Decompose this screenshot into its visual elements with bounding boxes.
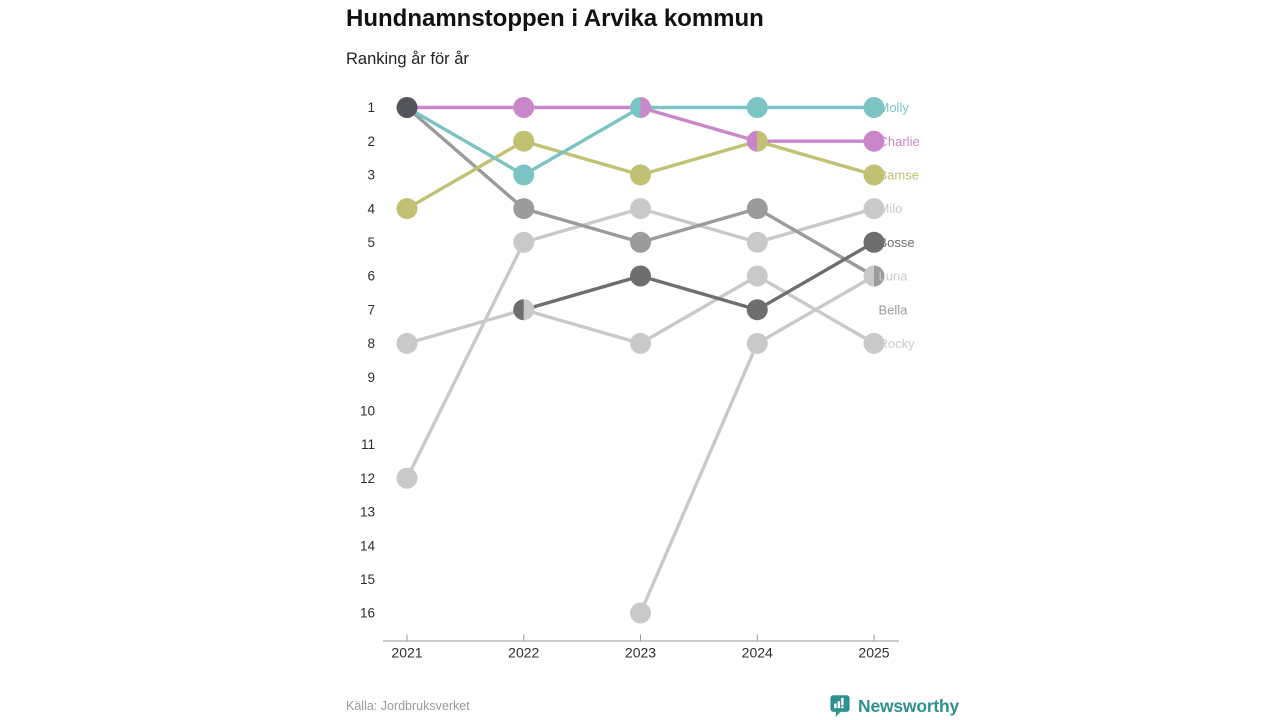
x-tick-label: 2021	[391, 644, 423, 661]
series-line-bosse	[524, 242, 874, 309]
series-label-luna: Luna	[878, 268, 908, 284]
y-tick-label: 4	[367, 201, 375, 217]
logo-exclamation-stem	[841, 698, 843, 706]
data-point-bella	[747, 198, 768, 219]
series-label-bella: Bella	[878, 302, 908, 318]
data-point-molly	[513, 164, 534, 185]
series-line-luna	[641, 276, 875, 613]
y-tick-label: 10	[359, 403, 375, 419]
data-point-milo	[630, 198, 651, 219]
y-tick-label: 7	[367, 302, 375, 318]
data-point-charlie	[513, 97, 534, 118]
y-tick-label: 15	[359, 572, 375, 588]
brand-footer	[829, 694, 959, 719]
series-label-milo: Milo	[878, 201, 903, 217]
data-point-half-luna	[864, 266, 875, 287]
y-tick-label: 2	[367, 133, 375, 149]
y-tick-label: 13	[359, 504, 375, 520]
data-point-half-bamse	[757, 131, 768, 152]
series-label-bosse: Bosse	[878, 234, 915, 250]
logo-exclamation-dot	[841, 706, 843, 708]
data-point-bella	[630, 232, 651, 253]
x-tick-label: 2024	[741, 644, 773, 661]
data-point-half-molly	[630, 97, 641, 118]
data-point-tied-group	[397, 97, 418, 118]
y-tick-label: 12	[359, 470, 375, 486]
data-point-bosse	[747, 299, 768, 320]
data-point-half-charlie	[747, 131, 758, 152]
series-label-charlie: Charlie	[878, 133, 920, 149]
data-point-milo	[513, 232, 534, 253]
chart-title: Hundnamnstoppen i Arvika kommun	[346, 5, 764, 32]
y-tick-label: 16	[359, 605, 375, 621]
data-point-bosse	[630, 266, 651, 287]
chart-subtitle: Ranking år för år	[346, 50, 469, 68]
data-point-milo	[397, 468, 418, 489]
y-tick-label: 14	[359, 538, 375, 554]
data-point-half-charlie	[641, 97, 652, 118]
series-label-rocky: Rocky	[878, 335, 915, 351]
newsworthy-logo-icon	[829, 694, 851, 719]
x-tick-label: 2025	[858, 644, 890, 661]
y-tick-label: 9	[367, 369, 375, 385]
logo-bar-2	[838, 701, 840, 708]
x-tick-label: 2023	[624, 644, 657, 661]
series-label-bamse: Bamse	[878, 167, 919, 183]
y-tick-label: 8	[367, 336, 375, 352]
source-note: Källa: Jordbruksverket	[346, 699, 470, 713]
logo-bar-1	[834, 704, 836, 709]
data-point-milo	[747, 232, 768, 253]
data-point-bella	[513, 198, 534, 219]
data-point-bamse	[630, 164, 651, 185]
y-tick-label: 3	[367, 167, 375, 183]
brand-name: Newsworthy	[858, 696, 960, 716]
data-point-rocky	[630, 333, 651, 354]
data-point-half-bosse	[513, 299, 524, 320]
y-tick-label: 5	[367, 235, 375, 251]
y-tick-label: 6	[367, 268, 375, 284]
series-label-molly: Molly	[878, 100, 909, 116]
x-tick-label: 2022	[508, 644, 540, 661]
data-point-rocky	[747, 266, 768, 287]
data-point-molly	[747, 97, 768, 118]
data-point-luna	[630, 603, 651, 624]
data-point-bamse	[397, 198, 418, 219]
data-point-luna	[747, 333, 768, 354]
y-tick-label: 11	[360, 437, 375, 453]
data-point-rocky	[397, 333, 418, 354]
data-point-bamse	[513, 131, 534, 152]
data-point-half-rocky	[524, 299, 535, 320]
y-tick-label: 1	[367, 100, 375, 116]
